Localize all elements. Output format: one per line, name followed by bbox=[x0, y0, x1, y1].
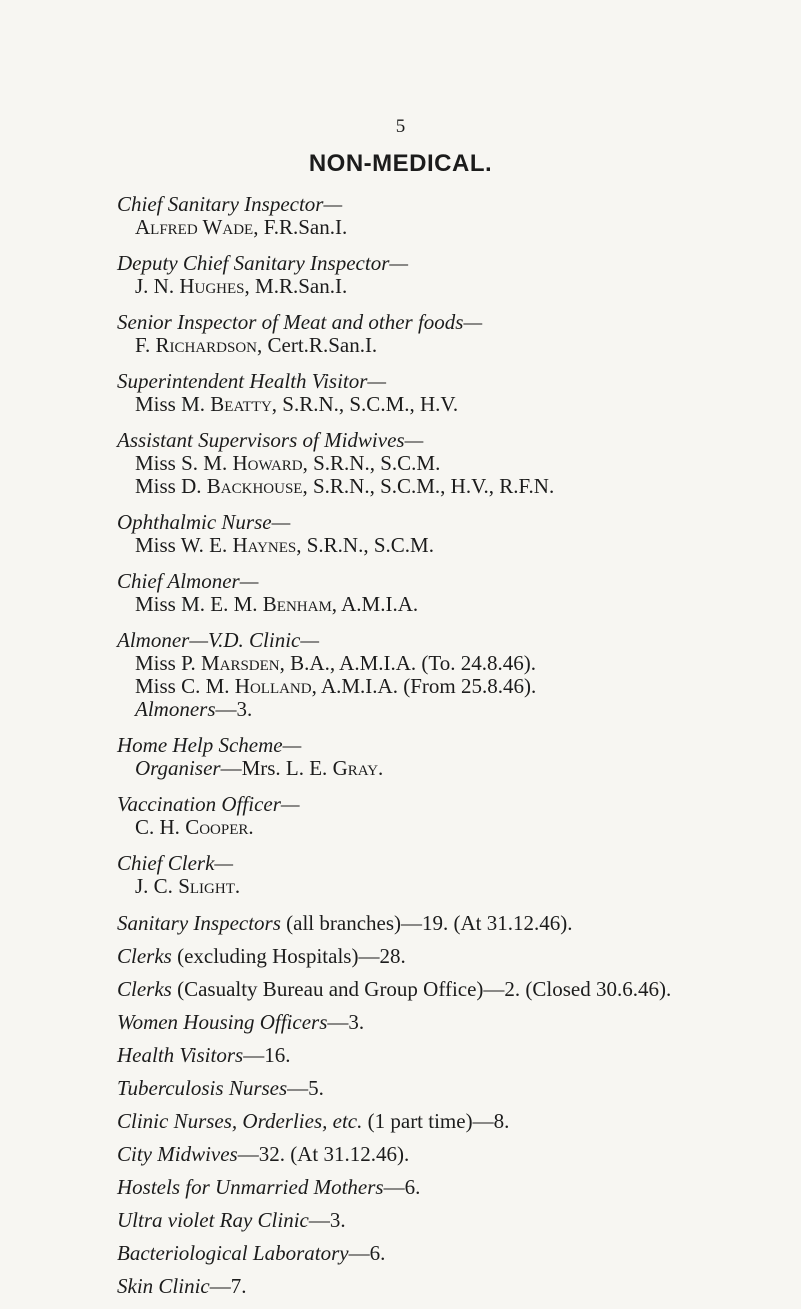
qualifications: , A.M.I.A. bbox=[331, 592, 419, 616]
qualifications: , S.R.N., S.C.M., H.V., R.F.N. bbox=[302, 474, 555, 498]
staff-category: Hostels for Unmarried Mothers bbox=[117, 1175, 384, 1199]
staff-count: —5. bbox=[287, 1076, 324, 1100]
name-prefix: J. N. bbox=[135, 274, 180, 298]
staff-count: (excluding Hospitals)—28. bbox=[171, 944, 406, 968]
name-prefix: Miss S. M. bbox=[135, 451, 233, 475]
staff-line bbox=[117, 534, 787, 557]
position-title: Home Help Scheme— bbox=[117, 733, 302, 757]
staff-category: Sanitary Inspectors bbox=[117, 911, 281, 935]
qualifications: . bbox=[378, 756, 384, 780]
staff-category: Ultra violet Ray Clinic bbox=[117, 1208, 309, 1232]
staff-line bbox=[117, 698, 787, 721]
staff-entry bbox=[117, 569, 787, 616]
position-title: Assistant Supervisors of Midwives— bbox=[117, 428, 424, 452]
staff-surname: Backhouse bbox=[206, 474, 303, 498]
staff-count-line bbox=[117, 1210, 787, 1230]
name-prefix: Miss W. E. bbox=[135, 533, 233, 557]
staff-entry bbox=[117, 310, 787, 357]
staff-category: Women Housing Officers bbox=[117, 1010, 328, 1034]
staff-surname: Benham bbox=[262, 592, 332, 616]
staff-entry bbox=[117, 428, 787, 498]
name-prefix: Miss D. bbox=[135, 474, 207, 498]
staff-entry bbox=[117, 510, 787, 557]
staff-count-line bbox=[117, 1144, 787, 1164]
role-label: Almoners bbox=[135, 697, 216, 721]
qualifications: . bbox=[234, 874, 241, 898]
staff-count: (1 part time)—8. bbox=[362, 1109, 510, 1133]
staff-line bbox=[117, 593, 787, 616]
position-title: Chief Sanitary Inspector— bbox=[117, 192, 343, 216]
staff-surname: Richardson bbox=[155, 333, 258, 357]
staff-summary bbox=[117, 913, 787, 1296]
position-title: Superintendent Health Visitor— bbox=[117, 369, 387, 393]
staff-count-line bbox=[117, 1012, 787, 1032]
staff-entry bbox=[117, 369, 787, 416]
staff-list bbox=[117, 192, 787, 1309]
staff-surname: Haynes bbox=[232, 533, 297, 557]
staff-category: Health Visitors bbox=[117, 1043, 244, 1067]
staff-line bbox=[117, 675, 787, 698]
name-prefix: —Mrs. L. E. bbox=[220, 756, 333, 780]
staff-surname: Marsden bbox=[200, 651, 280, 675]
staff-category: Clerks bbox=[117, 944, 172, 968]
staff-count: —3. bbox=[327, 1010, 365, 1034]
staff-count-line bbox=[117, 1045, 787, 1065]
staff-category: Bacteriological Laboratory bbox=[117, 1241, 349, 1265]
staff-category: Skin Clinic bbox=[117, 1274, 210, 1298]
staff-surname: Slight bbox=[178, 874, 235, 898]
staff-line bbox=[117, 275, 787, 298]
staff-count-line bbox=[117, 1243, 787, 1263]
staff-count: (Casualty Bureau and Group Office)—2. (Closed 30.6.46). bbox=[171, 977, 672, 1001]
page-number: 5 bbox=[395, 116, 406, 137]
staff-entries bbox=[117, 192, 787, 898]
page-title: NON-MEDICAL. bbox=[308, 150, 493, 177]
staff-line bbox=[117, 334, 787, 357]
staff-category: Clerks bbox=[117, 977, 172, 1001]
qualifications: , S.R.N., S.C.M., H.V. bbox=[271, 392, 459, 416]
staff-line bbox=[117, 393, 787, 416]
staff-count-line bbox=[117, 1111, 787, 1131]
staff-line bbox=[117, 475, 787, 498]
staff-surname: Howard bbox=[232, 451, 303, 475]
name-prefix: Miss P. bbox=[135, 651, 201, 675]
staff-category: City Midwives bbox=[117, 1142, 238, 1166]
qualifications: , F.R.San.I. bbox=[253, 215, 348, 239]
staff-entry bbox=[117, 628, 787, 721]
qualifications: —3. bbox=[215, 697, 253, 721]
staff-entry bbox=[117, 851, 787, 898]
name-prefix: Miss M. bbox=[135, 392, 211, 416]
staff-entry bbox=[117, 733, 787, 780]
staff-category: Tuberculosis Nurses bbox=[117, 1076, 288, 1100]
name-prefix: J. C. bbox=[135, 874, 179, 898]
staff-surname: Hughes bbox=[179, 274, 245, 298]
position-title: Deputy Chief Sanitary Inspector— bbox=[117, 251, 409, 275]
staff-surname: Beatty bbox=[210, 392, 272, 416]
qualifications: , S.R.N., S.C.M. bbox=[302, 451, 441, 475]
staff-line bbox=[117, 757, 787, 780]
staff-count: —7. bbox=[209, 1274, 247, 1298]
qualifications: , A.M.I.A. (From 25.8.46). bbox=[311, 674, 537, 698]
position-title: Almoner—V.D. Clinic— bbox=[117, 628, 320, 652]
staff-surname: Holland bbox=[234, 674, 312, 698]
qualifications: , M.R.San.I. bbox=[244, 274, 348, 298]
staff-count-line bbox=[117, 1177, 787, 1197]
staff-line bbox=[117, 875, 787, 898]
staff-count: —16. bbox=[243, 1043, 291, 1067]
name-prefix: C. H. bbox=[135, 815, 186, 839]
staff-surname: Alfred Wade bbox=[135, 215, 254, 239]
name-prefix: Miss M. E. M. bbox=[135, 592, 263, 616]
staff-line bbox=[117, 452, 787, 475]
staff-count-line bbox=[117, 946, 787, 966]
position-title: Chief Almoner— bbox=[117, 569, 259, 593]
staff-line bbox=[117, 652, 787, 675]
staff-count: —6. bbox=[383, 1175, 421, 1199]
staff-count: —6. bbox=[348, 1241, 386, 1265]
staff-line bbox=[117, 816, 787, 839]
staff-count-line bbox=[117, 913, 787, 933]
staff-entry bbox=[117, 192, 787, 239]
position-title: Ophthalmic Nurse— bbox=[117, 510, 291, 534]
staff-line bbox=[117, 216, 787, 239]
position-title: Chief Clerk— bbox=[117, 851, 234, 875]
name-prefix: Miss C. M. bbox=[135, 674, 235, 698]
position-title: Senior Inspector of Meat and other foods— bbox=[117, 310, 483, 334]
staff-count: (all branches)—19. (At 31.12.46). bbox=[280, 911, 573, 935]
qualifications: , B.A., A.M.I.A. (To. 24.8.46). bbox=[279, 651, 536, 675]
name-prefix: F. bbox=[135, 333, 156, 357]
staff-count-line bbox=[117, 979, 787, 999]
staff-category: Clinic Nurses, Orderlies, etc. bbox=[117, 1109, 363, 1133]
staff-entry bbox=[117, 251, 787, 298]
qualifications: , S.R.N., S.C.M. bbox=[296, 533, 434, 557]
qualifications: , Cert.R.San.I. bbox=[257, 333, 378, 357]
staff-surname: Gray bbox=[332, 756, 379, 780]
position-title: Vaccination Officer— bbox=[117, 792, 300, 816]
qualifications: . bbox=[248, 815, 254, 839]
staff-count: —32. (At 31.12.46). bbox=[237, 1142, 410, 1166]
staff-count-line bbox=[117, 1276, 787, 1296]
role-label: Organiser bbox=[135, 756, 221, 780]
staff-surname: Cooper bbox=[185, 815, 249, 839]
staff-entry bbox=[117, 792, 787, 839]
staff-count-line bbox=[117, 1078, 787, 1098]
staff-count: —3. bbox=[308, 1208, 346, 1232]
